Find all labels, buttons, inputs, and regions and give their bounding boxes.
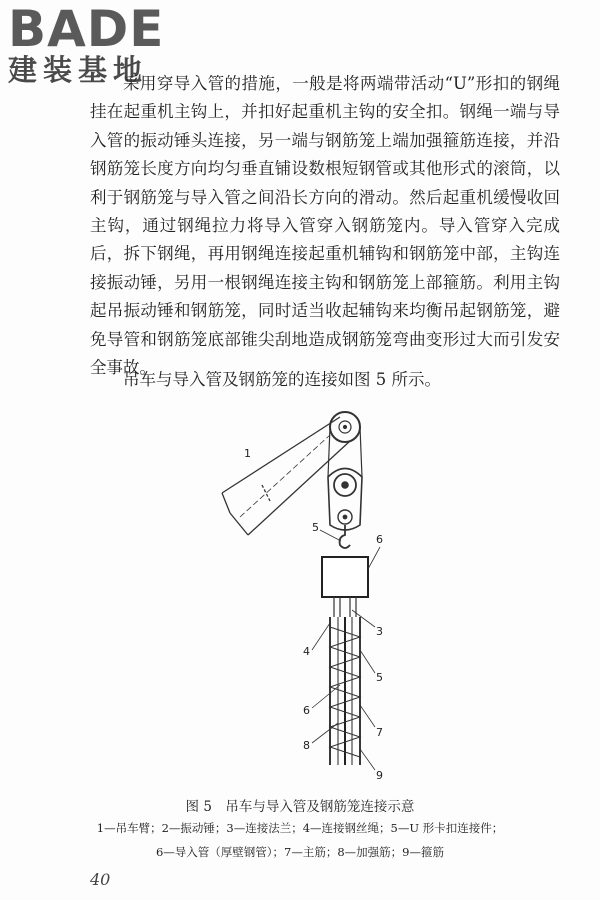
crane-boom (222, 417, 350, 535)
label-5: 5 (312, 521, 319, 534)
label-5b: 5 (376, 671, 383, 684)
crane-hook (340, 525, 350, 548)
label-4: 4 (303, 645, 310, 658)
label-7: 7 (376, 726, 383, 739)
label-9: 9 (376, 769, 383, 782)
crane-connection-diagram (200, 405, 420, 785)
figure-legend-line-1: 1—吊车臂；2—振动锤；3—连接法兰；4—连接钢丝绳；5—U 形卡扣连接件； (96, 821, 504, 835)
hook-block (328, 469, 362, 531)
hammer-leader (368, 547, 380, 569)
flange-leader (352, 610, 375, 627)
label-leader-9 (360, 749, 375, 770)
label-leader-8 (312, 723, 338, 743)
wire-rope-leader (312, 623, 330, 650)
label-leader-5b (360, 650, 375, 673)
label-8: 8 (303, 739, 310, 752)
page-number: 40 (90, 870, 111, 889)
logo-subtitle: 建装基地 (8, 53, 149, 87)
body-paragraph-2: 吊车与导入管及钢筋笼的连接如图 5 所示。 (123, 370, 441, 389)
figure-legend-line-2: 6—导入管（厚壁钢管）；7—主筋；8—加强筋；9—箍筋 (155, 845, 444, 859)
label-3: 3 (376, 625, 383, 638)
connecting-flange (334, 597, 356, 617)
label-6b: 6 (303, 704, 310, 717)
vibratory-hammer (322, 557, 368, 597)
label-1: 1 (244, 447, 251, 460)
logo-brand: BADE (8, 0, 165, 58)
label-6: 6 (376, 533, 383, 546)
shackle-leader (320, 530, 341, 541)
label-leader-7 (360, 705, 375, 727)
rebar-cage (330, 617, 360, 765)
body-paragraph-1: 采用穿导入管的措施，一般是将两端带活动“U”形扣的钢绳挂在起重机主钩上，并扣好起重机主钩的安全扣。钢绳一端与导入管的振动锤头连接，另一端与钢筋笼上端加强箍筋连接，并沿钢筋笼长度方向均匀垂直铺设数根短钢管或其他形式的滚筒，以利于钢筋笼与导入管之间沿长方向的滑动。然后起重机缓慢收回主钩，通过钢绳拉力将导入管穿入钢筋笼内。导入管穿入完成后，拆下钢绳，再用钢绳连接起重机辅钩和钢筋笼中部，主钩连接振动锤，另用一根钢绳连接主钩和钢筋笼上部箍筋。利用主钩起吊振动锤和钢筋笼，同时适当收起辅钩来均衡吊起钢筋笼，避免导管和钢筋笼底部锥尖刮地造成钢筋笼弯曲变形过大而引发安全事故。 (90, 74, 560, 378)
top-pulley (330, 412, 360, 442)
figure-caption: 图 5 吊车与导入管及钢筋笼连接示意 (185, 799, 415, 815)
